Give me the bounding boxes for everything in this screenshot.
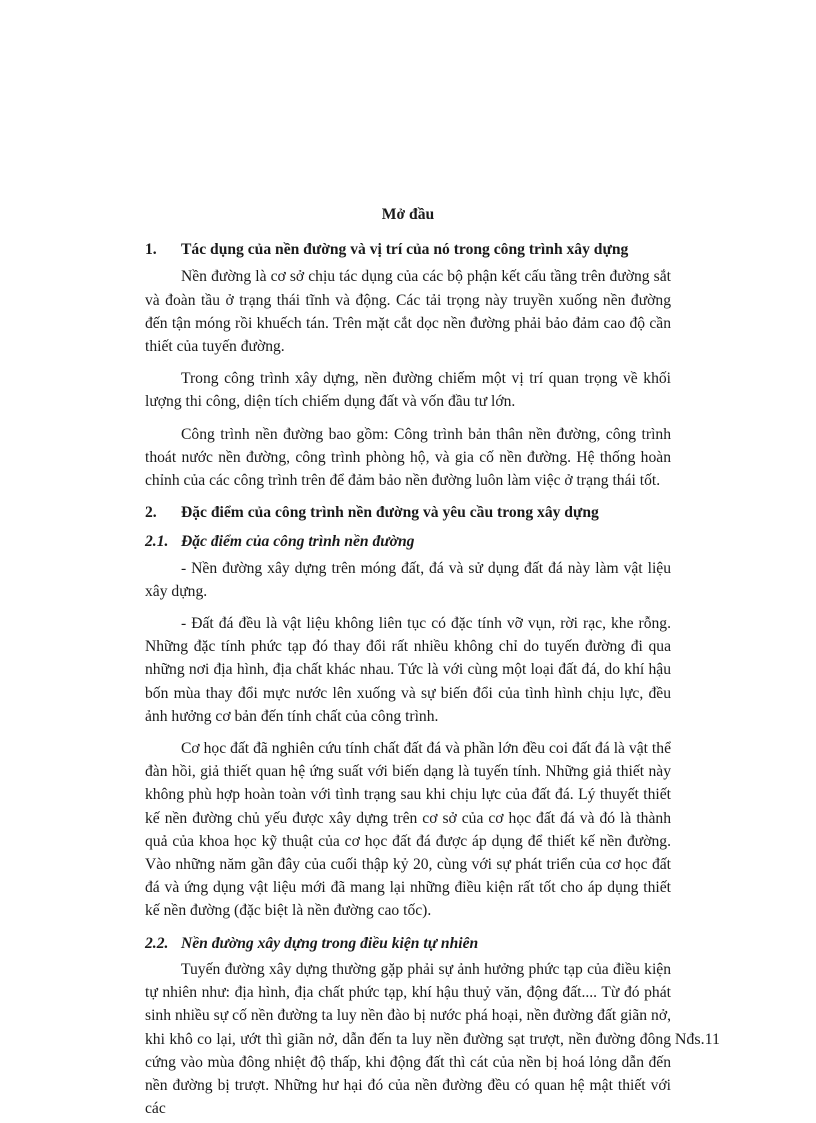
subsection-2-2-paragraph-1: Tuyến đường xây dựng thường gặp phải sự ảnh hưởng phức tạp của điều kiện tự nhiên như: địa hình, địa chất phức tạp, khí hậu thuỷ văn, động đất.... Từ đó phát sinh nhiều sự cố nền đường ta luy nền đào bị nước phá hoại, nền đường đất giãn nở, khi khô co lại, ướt thì giãn nở, dẫn đến ta luy nền đường sạt trượt, nền đường đông cứng vào mùa đông nhiệt độ thấp, khi động đất thì cát của nền bị hoá lỏng dẫn đến nền đường bị trượt. Những hư hại đó của nền đường đều có quan hệ mật thiết với các xyxy=(145,960,671,1118)
section-1-paragraph-3: Công trình nền đường bao gồm: Công trình bản thân nền đường, công trình thoát nước nền đường, công trình phòng hộ, và gia cố nền đường. Hệ thống hoàn chỉnh của các công trình trên để đảm bảo nền đường luôn làm việc ở trạng thái tốt. xyxy=(145,425,671,490)
subsection-2-1-heading xyxy=(145,530,671,553)
section-1-heading xyxy=(145,238,671,261)
document-title: Mở đầu xyxy=(381,206,435,223)
section-2-heading xyxy=(145,501,671,524)
section-1-paragraph-1: Nền đường là cơ sở chịu tác dụng của các bộ phận kết cấu tầng trên đường sắt và đoàn tầu ở trạng thái tĩnh và động. Các tải trọng này truyền xuống nền đường đến tận móng rồi khuếch tán. Trên mặt cắt dọc nền đường phải bảo đảm cao độ cần thiết của tuyến đường. xyxy=(145,268,671,356)
section-2-number: 2. xyxy=(145,504,157,522)
section-1-number: 1. xyxy=(145,241,157,259)
subsection-2-1-paragraph-2: - Đất đá đều là vật liệu không liên tục có đặc tính vỡ vụn, rời rạc, khe rỗng. Những đặc tính phức tạp đó thay đổi rất nhiều không chỉ do tuyến đường đi qua những nơi địa hình, địa chất khác nhau. Tức là với cùng một loại đất đá, do khí hậu bốn mùa thay đổi mực nước lên xuống và sự biến đổi của tình hình chịu lực, đều ảnh hưởng cơ bản đến tính chất của công trình. xyxy=(145,615,671,725)
subsection-2-2-heading xyxy=(145,932,671,955)
section-1-title: Tác dụng của nền đường và vị trí của nó trong công trình xây dựng xyxy=(181,241,629,259)
section-2-title: Đặc điểm của công trình nền đường và yêu cầu trong xây dựng xyxy=(181,504,599,522)
page-number: Nđs.11 xyxy=(674,1031,720,1048)
page-content xyxy=(145,200,671,1120)
section-1-paragraph-2: Trong công trình xây dựng, nền đường chiếm một vị trí quan trọng về khối lượng thi công, diện tích chiếm dụng đất và vốn đầu tư lớn. xyxy=(145,370,671,411)
subsection-2-2-number: 2.2. xyxy=(145,934,169,952)
subsection-2-2-title: Nền đường xây dựng trong điều kiện tự nhiên xyxy=(181,934,479,952)
subsection-2-1-title: Đặc điểm của công trình nền đường xyxy=(181,533,415,551)
subsection-2-1-paragraph-3: Cơ học đất đã nghiên cứu tính chất đất đá và phần lớn đều coi đất đá là vật thể đàn hồi, giả thiết quan hệ ứng suất với biến dạng là tuyến tính. Những giả thiết này không phù hợp hoàn toàn với tình trạng sau khi chịu lực của đất đá. Lý thuyết thiết kế nền đường chủ yếu được xây dựng trên cơ sở của cơ học đất đá và đó là thành quả của khoa học kỹ thuật của cơ học đất đá được áp dụng để thiết kế nền đường. Vào những năm gần đây của cuối thập kỷ 20, cùng với sự phát triển của cơ học đất đá và ứng dụng vật liệu mới đã mang lại những điều kiện rất tốt cho áp dụng thiết kế nền đường (đặc biệt là nền đường cao tốc). xyxy=(145,740,671,920)
subsection-2-1-number: 2.1. xyxy=(145,533,169,551)
subsection-2-1-paragraph-1: - Nền đường xây dựng trên móng đất, đá và sử dụng đất đá này làm vật liệu xây dựng. xyxy=(145,559,671,600)
